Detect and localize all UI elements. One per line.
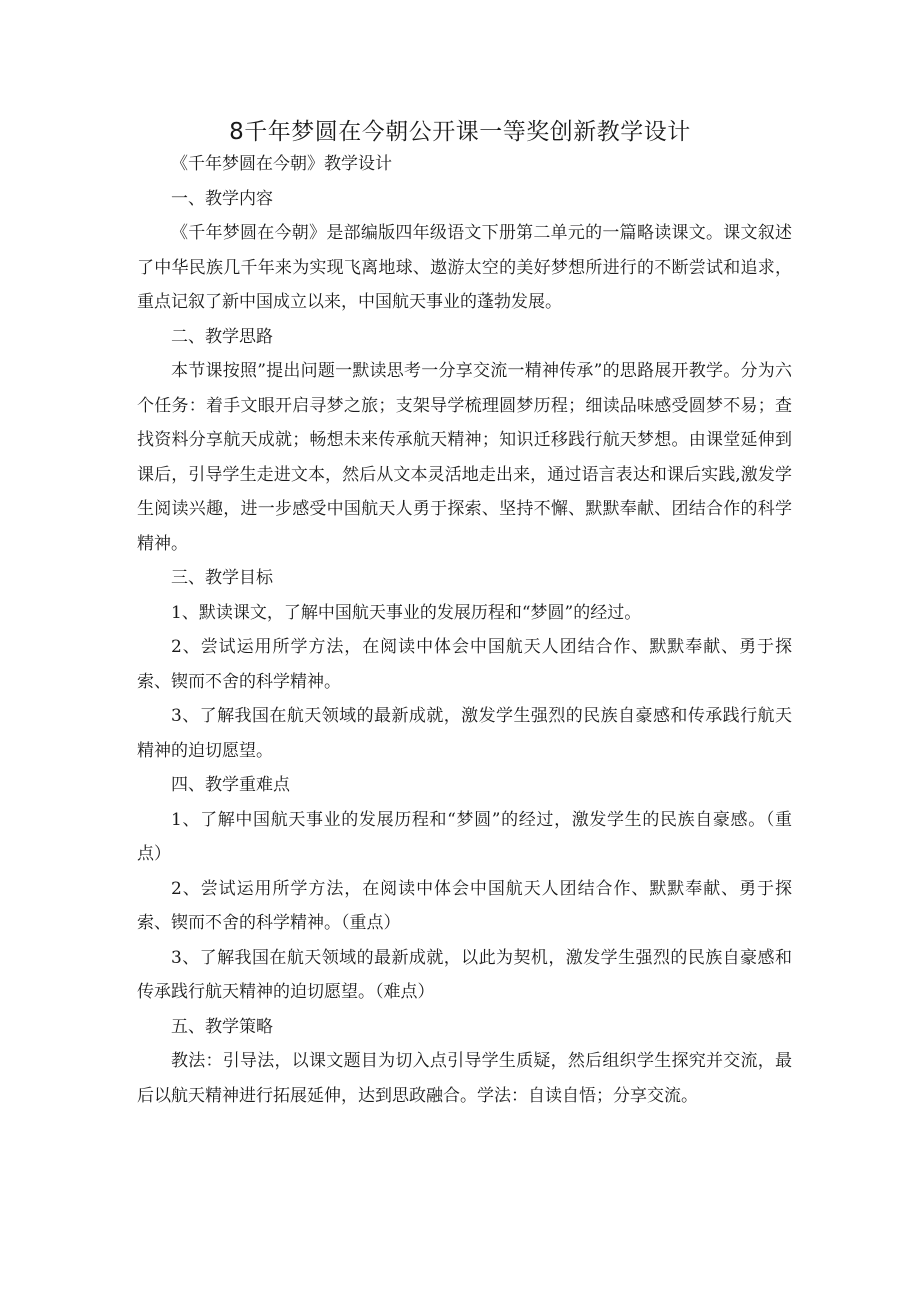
section-heading-strategy: 五、教学策略 — [171, 1016, 273, 1037]
paragraph-approach: 本节课按照”提出问题一默读思考一分享交流一精神传承”的思路展开教学。分为六个任务：着手文眼开启寻梦之旅；支架导学梳理圆梦历程；细读品味感受圆梦不易；查找资料分享航天成就；畅想未来传承航天精神；知识迁移践行航天梦想。由课堂延伸到课后，引导学生走进文本，然后从文本灵活地走出来，通过语言表达和课后实践,激发学生阅读兴趣，进一步感受中国航天人勇于探索、坚持不懈、默默奉献、团结合作的科学精神。 — [137, 361, 792, 554]
document-body — [137, 147, 792, 1113]
document-title: 8千年梦圆在今朝公开课一等奖创新教学设计 — [229, 119, 691, 145]
section-heading-goals: 三、教学目标 — [171, 568, 273, 588]
section-heading-keypoints: 四、教学重难点 — [171, 775, 290, 795]
paragraph-strategy: 教法：引导法，以课文题目为切入点引导学生质疑，然后组织学生探究并交流，最后以航天精神进行拓展延伸，达到思政融合。学法：自读自悟；分享交流。 — [137, 1051, 792, 1106]
goal-item: 3、了解我国在航天领域的最新成就，激发学生强烈的民族自豪感和传承践行航天精神的迫切愿望。 — [137, 706, 792, 761]
keypoint-item: 1、了解中国航天事业的发展历程和“梦圆”的经过，激发学生的民族自豪感。（重点） — [137, 809, 792, 864]
keypoint-item: 2、尝试运用所学方法，在阅读中体会中国航天人团结合作、默默奉献、勇于探索、锲而不舍的科学精神。（重点） — [137, 878, 792, 933]
keypoint-item: 3、了解我国在航天领域的最新成就，以此为契机，激发学生强烈的民族自豪感和传承践行航天精神的迫切愿望。（难点） — [137, 947, 792, 1002]
goal-item: 1、默读课文，了解中国航天事业的发展历程和“梦圆”的经过。 — [171, 602, 642, 623]
section-heading-content: 一、教学内容 — [171, 188, 273, 209]
subtitle: 《千年梦圆在今朝》教学设计 — [171, 154, 392, 174]
paragraph-content: 《千年梦圆在今朝》是部编版四年级语文下册第二单元的一篇略读课文。课文叙述了中华民族几千年来为实现飞离地球、遨游太空的美好梦想所进行的不断尝试和追求，重点记叙了新中国成立以来，中国航天事业的蓬勃发展。 — [137, 223, 792, 312]
goal-item: 2、尝试运用所学方法，在阅读中体会中国航天人团结合作、默默奉献、勇于探索、锲而不舍的科学精神。 — [137, 637, 792, 692]
section-heading-approach: 二、教学思路 — [171, 326, 273, 347]
